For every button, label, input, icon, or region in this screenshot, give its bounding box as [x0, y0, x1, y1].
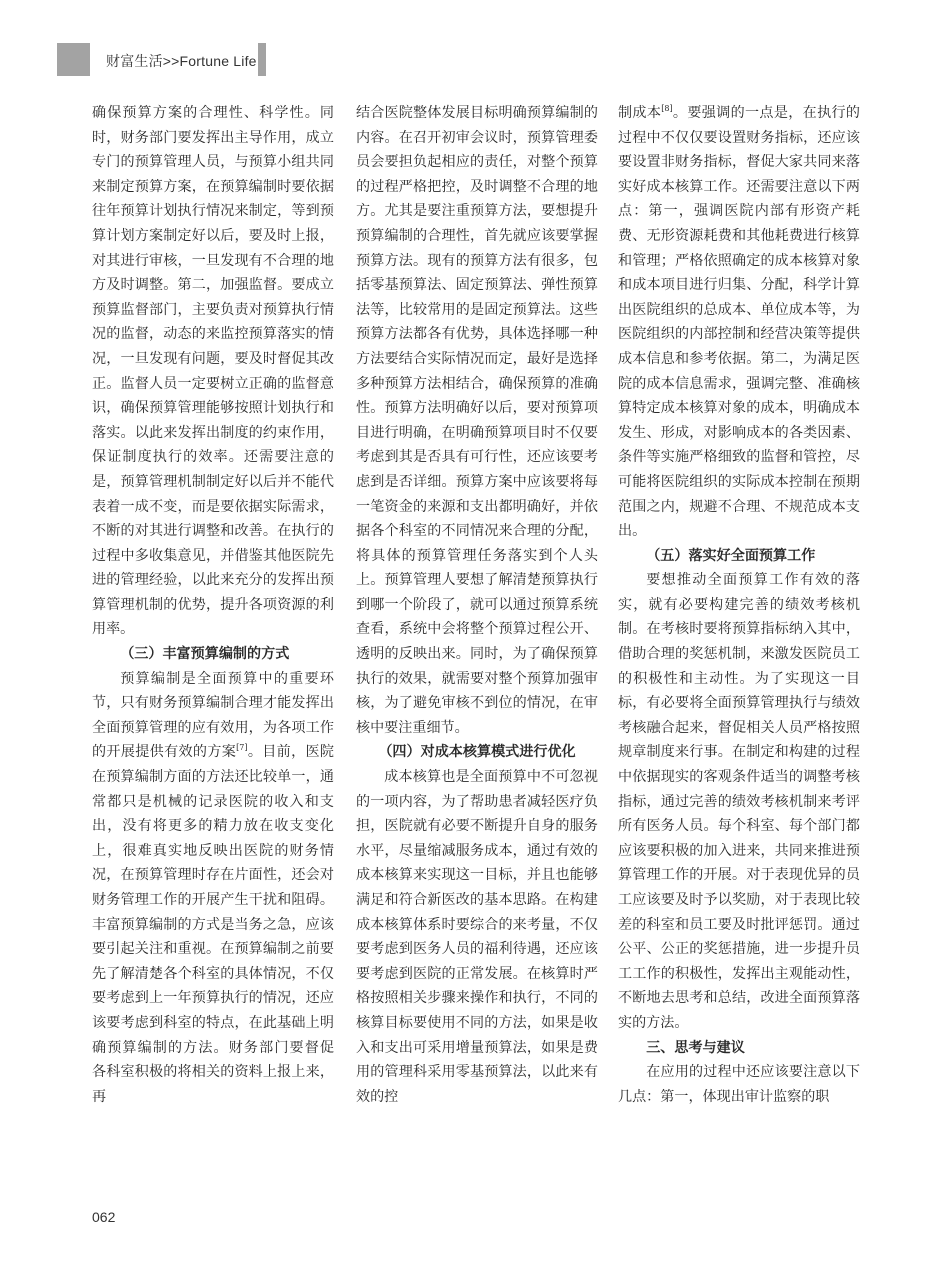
paragraph-text: 预算编制是全面预算中的重要环节，只有财务预算编制合理才能发挥出全面预算管理的应有效用，为各项工作的开展提供有效的方案 — [92, 670, 334, 761]
section-heading: （四）对成本核算模式进行优化 — [378, 744, 576, 761]
paragraph: 在应用的过程中还应该要注意以下几点：第一，体现出审计监察的职 — [618, 1064, 860, 1105]
citation-ref: [8] — [661, 104, 673, 113]
paragraph-text: 。目前，医院在预算编制方面的方法还比较单一，通常都只是机械的记录医院的收入和支出，没有将更多的精力放在收支变化上，很难真实地反映出医院的财务情况，在预算管理时存在片面性，还会对财务管理工作的开展产生干扰和阻碍。丰富预算编制的方式是当务之急，应该要引起关注和重视。在预算编制之前要先了解清楚各个科室的具体情况，不仅要考虑到上一年预算执行的情况，还应该要考虑到科室的特点，在此基础上明确预算编制的方法。财务部门要督促 各科室积极的将相关的资料上报上来，再 — [92, 744, 335, 1105]
page-number: 062 — [92, 1209, 116, 1225]
text-column-1 — [92, 101, 334, 1109]
section-heading: （三）丰富预算编制的方式 — [120, 646, 290, 663]
section-heading: 三、思考与建议 — [646, 1039, 745, 1056]
paragraph: 结合医院整体发展目标明确预算编制的内容。在召开初审会议时，预算管理委员会要担负起相应的责任，对整个预算的过程严格把控，及时调整不合理的地方。尤其是要注重预算方法，要想提升预算编制的合理性，首先就应该要掌握预算方法。现有的预算方法有很多，包括零基预算法、固定预算法、弹性预算法等，比较常用的是固定预算法。这些预算方法都各有优势，具体选择哪一种方法要结合实际情况而定，最好是选择多种预算方法相结合，确保预算的准确性。预算方法明确好以后，要对预算项目进行明确，在明确预算项目时不仅要考虑到其是否具有可行性，还应该要考虑到是否详细。预算方案中应该要将每一笔资金的来源和支出都明确好，并依据各个科室的不同情况来合理的分配，将具体的预算管理任务落实到个人头上。预算管理人要想了解清楚预算执行到哪一个阶段了，就可以通过预算系统查看，系统中会将整个预算过程公开、透明的反映出来。同时，为了确保预算执行的效果，就需要对整个预算加强审核，为了避免审核不到位的情况，在审核中要注重细节。 — [356, 105, 598, 736]
paragraph: 要想推动全面预算工作有效的落实，就有必要构建完善的绩效考核机制。在考核时要将预算指标纳入其中，借助合理的奖惩机制，来激发医院员工的积极性和主动性。为了实现这一目标，有必要将全面预算管理执行与绩效考核融合起来，督促相关人员严格按照规章制度来行事。在制定和构建的过程中依据现实的客观条件适当的调整考核指标，通过完善的绩效考核机制来考评所有医务人员。每个科室、每个部门都应该要积极的加入进来，共同来推进预算管理工作的开展。对于表现优异的员工应该要及时予以奖励，对于表现比较差的科室和员工要及时批评惩罚。通过公平、公正的奖惩措施，进一步提升员工工作的积极性，发挥出主观能动性，不断地去思考和总结，改进全面预算落实的方法。 — [618, 572, 860, 1031]
paragraph — [92, 667, 334, 1110]
running-header-title: 财富生活>>Fortune Life — [106, 53, 257, 69]
text-column-2 — [356, 101, 598, 1109]
citation-ref: [7] — [236, 743, 248, 753]
header-decor-block-left — [57, 43, 90, 76]
paragraph — [618, 101, 860, 544]
paragraph: 成本核算也是全面预算中不可忽视的一项内容，为了帮助患者减轻医疗负担，医院就有必要不断提升自身的服务水平，尽量缩减服务成本，通过有效的成本核算来实现这一目标，并且也能够满足和符合新医改的基本思路。在构建成本核算体系时要综合的来考量，不仅要考虑到医务人员的福利待遇，还应该要考虑到医院的正常发展。在核算时严格按照相关步骤来操作和执行，不同的核算目标要使用不同的方法，如果是收入和支出可采用增量预算法，如果是费用的管理科采用零基预算法，以此来有效的控 — [356, 769, 598, 1105]
header-decor-block-right — [258, 43, 266, 76]
text-column-3 — [618, 101, 860, 1109]
paragraph-text: 制成本 — [618, 105, 662, 121]
paragraph-text: 。要强调的一点是，在执行的过程中不仅仅要设置财务指标，还应该要设置非财务指标，督促大家共同来落实好成本核算工作。还需要注意以下两点：第一，强调医院内部有形资产耗费、无形资源耗费和其他耗费进行核算和管理；严格依照确定的成本核算对象和成本项目进行归集、分配，科学计算出医院组织的总成本、单位成本等，为医院组织的内部控制和经营决策等提供成本信息和参考依据。第二，为满足医院的成本信息需求，强调完整、准确核算特定成本核算对象的成本，明确成本发生、形成，对影响成本的各类因素、条件等实施严格细致的监督和管控，尽可能将医院组织的实际成本控制在预期范围之内，规避不合理、不规范成本支出。 — [618, 105, 861, 540]
section-heading: （五）落实好全面预算工作 — [646, 547, 816, 564]
paragraph: 确保预算方案的合理性、科学性。同时，财务部门要发挥出主导作用，成立专门的预算管理人员，与预算小组共同来制定预算方案，在预算编制时要依据往年预算计划执行情况来制定，等到预算计划方案制定好以后，要及时上报，对其进行审核，一旦发现有不合理的地方及时调整。第二，加强监督。要成立预算监督部门，主要负责对预算执行情况的监督，动态的来监控预算落实的情况，一旦发现有问题，要及时督促其改正。监督人员一定要树立正确的监督意识，确保预算管理能够按照计划执行和落实。以此来发挥出制度的约束作用，保证制度执行的效率。还需要注意的是，预算管理机制制定好以后并不能代表着一成不变，而是要依据实际需求，不断的对其进行调整和改善。在执行的过程中多收集意见，并借鉴其他医院先进的管理经验，以此来充分的发挥出预算管理机制的优势，提升各项资源的利用率。 — [92, 105, 334, 638]
